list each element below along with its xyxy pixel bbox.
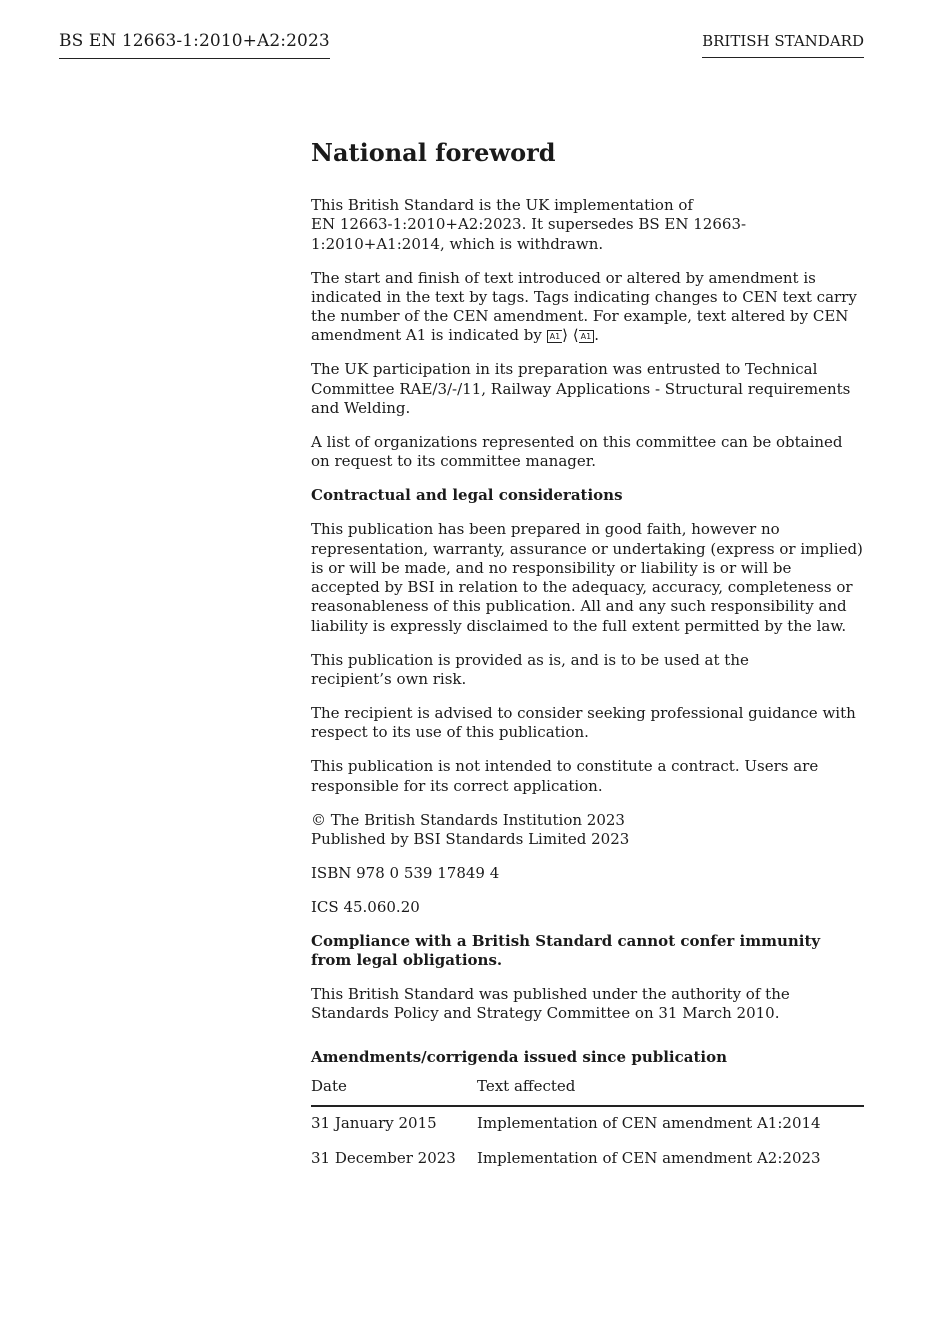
amendments-table [311,1077,864,1177]
document-number: BS EN 12663-1:2010+A2:2023 [59,31,330,59]
amendment-tags-end: . [594,326,599,345]
column-header-date: Date [311,1077,477,1106]
publisher-line: Published by BSI Standards Limited 2023 [311,829,630,848]
amendment-text: Implementation of CEN amendment A2:2023 [477,1148,821,1167]
table-row [311,1142,864,1177]
amendment-tag-close-icon: A1 [579,330,595,343]
amendment-date: 31 January 2015 [311,1113,437,1132]
good-faith-paragraph: This publication has been prepared in good faith, however no representation, warranty, assurance or undertaking (express or implied) is or will be made, and no responsibility or liability is or will be accepted by BSI in relation to the adequacy, accuracy, completeness or reasonableness of this publication. All and any such responsibility and liability is expressly disclaimed to the full extent permitted by the law. [311,520,863,635]
amendment-text: Implementation of CEN amendment A1:2014 [477,1113,821,1132]
implementation-paragraph: This British Standard is the UK implementation of EN 12663-1:2010+A2:2023. It supersedes BS EN 12663-1:2010+A1:2014, which is withdrawn. [311,196,747,253]
contract-paragraph: This publication is not intended to constitute a contract. Users are responsible for its correct application. [311,757,819,795]
isbn: ISBN 978 0 539 17849 4 [311,863,500,882]
committee-paragraph: The UK participation in its preparation was entrusted to Technical Committee RAE/3/-/11, Railway Applications - Structural requirements and Welding. [311,360,851,418]
foreword-body [311,138,864,1177]
amendments-title: Amendments/corrigenda issued since publication [311,1047,727,1066]
amendment-date: 31 December 2023 [311,1148,456,1167]
authority-paragraph: This British Standard was published under the authority of the Standards Policy and Strategy Committee on 31 March 2010. [311,985,790,1023]
guidance-paragraph: The recipient is advised to consider seeking professional guidance with respect to its use of this publication. [311,704,856,742]
amendment-tags-text: The start and finish of text introduced or altered by amendment is indicated in the text by tags. Tags indicating changes to CEN text carry the number of the CEN amendment. For example, text altered by CEN amendment A1 is indicated by [311,268,857,345]
amendments-header-row [311,1077,864,1106]
column-header-text-affected: Text affected [477,1077,864,1106]
contractual-heading: Contractual and legal considerations [311,486,623,505]
copyright-block [311,811,864,850]
amendment-tag-open-icon: A1 [547,330,563,343]
page-title: National foreword [311,138,556,167]
amendment-tags-paragraph: The start and finish of text introduced or altered by amendment is indicated in the text by tags. Tags indicating changes to CEN text carry the number of the CEN amendment. For example, text altered by CEN amendment A1 is indicated by A1 ⟩ ⟨ A1 . [311,268,857,345]
compliance-statement: Compliance with a British Standard cannot confer immunity from legal obligations. [311,931,821,970]
own-risk-paragraph: This publication is provided as is, and is to be used at the recipient’s own risk. [311,650,749,689]
document-type: BRITISH STANDARD [702,32,864,58]
organizations-paragraph: A list of organizations represented on this committee can be obtained on request to its committee manager. [311,433,843,471]
table-row [311,1106,864,1142]
copyright-line: © The British Standards Institution 2023 [311,810,625,829]
ics: ICS 45.060.20 [311,897,420,916]
